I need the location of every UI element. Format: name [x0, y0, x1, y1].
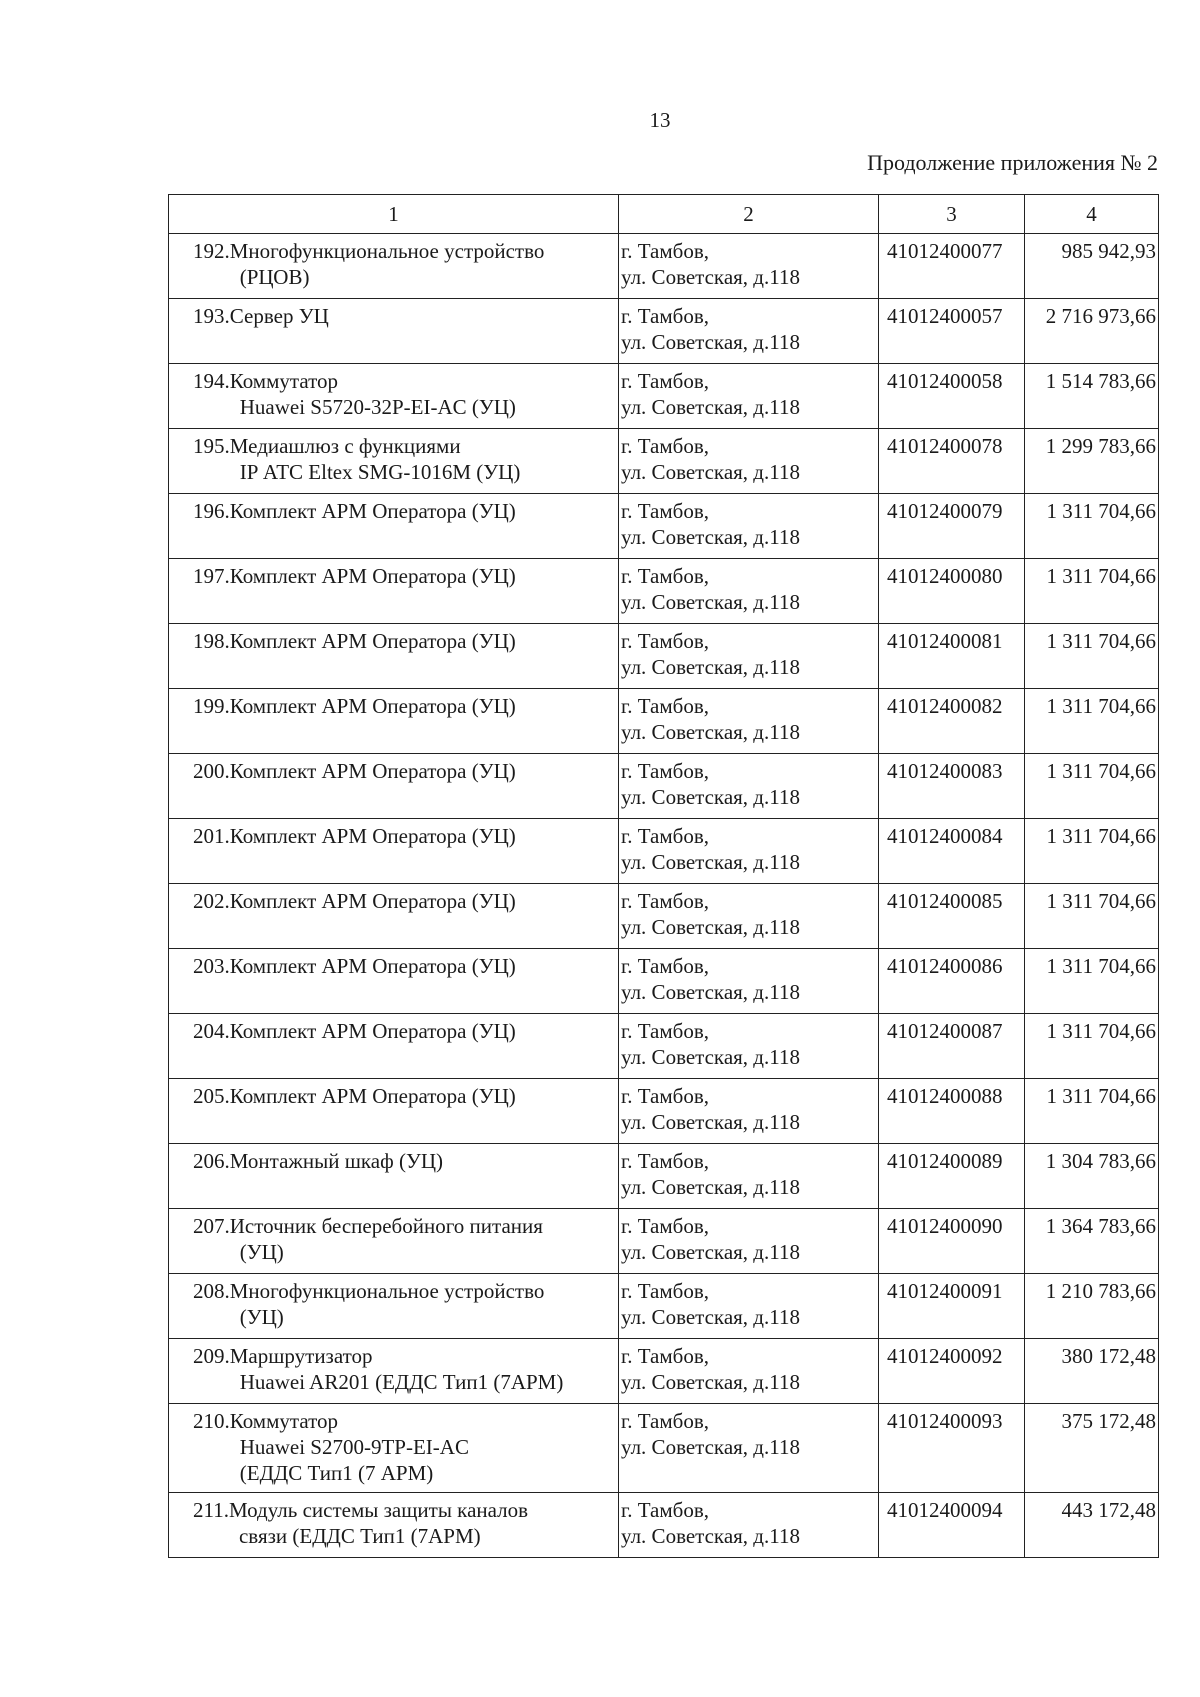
- inventory-number-cell: 41012400078: [879, 429, 1025, 494]
- item-name-cell: [169, 819, 619, 884]
- inventory-number-cell: 41012400086: [879, 949, 1025, 1014]
- inventory-number-cell: 41012400082: [879, 689, 1025, 754]
- column-header-3: 3: [879, 195, 1025, 234]
- amount-cell: 1 311 704,66: [1025, 689, 1159, 754]
- inventory-number-cell: 41012400081: [879, 624, 1025, 689]
- address-cell: [619, 1493, 879, 1558]
- inventory-number-cell: 41012400089: [879, 1144, 1025, 1209]
- amount-cell: 1 514 783,66: [1025, 364, 1159, 429]
- property-table: [168, 194, 1159, 1558]
- item-name-line: (РЦОВ): [239, 265, 310, 289]
- address-line: г. Тамбов,: [621, 369, 710, 393]
- address-line: г. Тамбов,: [621, 1344, 710, 1368]
- item-name-line: Медиашлюз с функциями: [229, 434, 461, 458]
- item-name-cell: [169, 884, 619, 949]
- address-line: г. Тамбов,: [621, 1214, 710, 1238]
- item-name-cell: [169, 1144, 619, 1209]
- address-line: ул. Советская, д.118: [621, 1175, 800, 1199]
- address-cell: [619, 624, 879, 689]
- address-line: г. Тамбов,: [621, 759, 710, 783]
- item-name-line: Комплект АРМ Оператора (УЦ): [229, 629, 516, 653]
- amount-cell: 1 299 783,66: [1025, 429, 1159, 494]
- item-name-cell: [169, 494, 619, 559]
- item-name-line: Huawei S5720-32P-EI-AC (УЦ): [239, 395, 516, 419]
- item-name-cell: [169, 949, 619, 1014]
- item-name-cell: [169, 1339, 619, 1404]
- inventory-number-cell: 41012400083: [879, 754, 1025, 819]
- address-line: ул. Советская, д.118: [621, 1435, 800, 1459]
- table-row: [169, 624, 1159, 689]
- address-line: г. Тамбов,: [621, 1084, 710, 1108]
- item-name-line: Комплект АРМ Оператора (УЦ): [229, 1084, 516, 1108]
- address-cell: [619, 1404, 879, 1493]
- row-number: 211.: [193, 1498, 229, 1522]
- address-line: г. Тамбов,: [621, 1409, 710, 1433]
- table-row: [169, 1144, 1159, 1209]
- address-line: г. Тамбов,: [621, 889, 710, 913]
- row-number: 202.: [193, 889, 230, 913]
- inventory-number-cell: 41012400084: [879, 819, 1025, 884]
- item-name-line: Комплект АРМ Оператора (УЦ): [229, 1019, 516, 1043]
- item-name-line: Huawei AR201 (ЕДДС Тип1 (7АРМ): [239, 1370, 564, 1394]
- address-line: ул. Советская, д.118: [621, 590, 800, 614]
- table-row: [169, 689, 1159, 754]
- address-line: г. Тамбов,: [621, 239, 710, 263]
- item-name-line: (УЦ): [239, 1240, 284, 1264]
- item-name-cell: [169, 1209, 619, 1274]
- column-header-1: 1: [169, 195, 619, 234]
- inventory-number-cell: 41012400079: [879, 494, 1025, 559]
- inventory-number-cell: 41012400094: [879, 1493, 1025, 1558]
- table-row: [169, 1493, 1159, 1558]
- item-name-cell: [169, 1493, 619, 1558]
- item-name-cell: [169, 1079, 619, 1144]
- amount-cell: 443 172,48: [1025, 1493, 1159, 1558]
- page-number: 13: [649, 108, 671, 132]
- address-line: ул. Советская, д.118: [621, 1110, 800, 1134]
- item-name-line: Комплект АРМ Оператора (УЦ): [229, 824, 516, 848]
- continuation-label: Продолжение приложения № 2: [867, 150, 1158, 175]
- address-line: ул. Советская, д.118: [621, 655, 800, 679]
- amount-cell: 1 311 704,66: [1025, 624, 1159, 689]
- amount-cell: 985 942,93: [1025, 234, 1159, 299]
- address-line: г. Тамбов,: [621, 564, 710, 588]
- table-row: [169, 1274, 1159, 1339]
- item-name-line: связи (ЕДДС Тип1 (7АРМ): [238, 1524, 481, 1548]
- table-row: [169, 299, 1159, 364]
- item-name-line: Коммутатор: [229, 1409, 339, 1433]
- address-line: ул. Советская, д.118: [621, 980, 800, 1004]
- item-name-cell: [169, 299, 619, 364]
- column-header-4: 4: [1025, 195, 1159, 234]
- address-line: г. Тамбов,: [621, 499, 710, 523]
- item-name-line: Многофункциональное устройство: [229, 239, 545, 263]
- address-cell: [619, 299, 879, 364]
- address-line: ул. Советская, д.118: [621, 1370, 800, 1394]
- table-row: [169, 1079, 1159, 1144]
- row-number: 196.: [193, 499, 230, 523]
- address-cell: [619, 1079, 879, 1144]
- inventory-number-cell: 41012400093: [879, 1404, 1025, 1493]
- address-cell: [619, 559, 879, 624]
- row-number: 200.: [193, 759, 230, 783]
- row-number: 206.: [193, 1149, 230, 1173]
- table-row: [169, 429, 1159, 494]
- row-number: 210.: [193, 1409, 230, 1433]
- table-row: [169, 234, 1159, 299]
- row-number: 198.: [193, 629, 230, 653]
- item-name-line: Комплект АРМ Оператора (УЦ): [229, 889, 516, 913]
- row-number: 204.: [193, 1019, 230, 1043]
- inventory-number-cell: 41012400057: [879, 299, 1025, 364]
- table-row: [169, 1014, 1159, 1079]
- address-line: г. Тамбов,: [621, 1498, 710, 1522]
- address-cell: [619, 689, 879, 754]
- inventory-number-cell: 41012400058: [879, 364, 1025, 429]
- amount-cell: 2 716 973,66: [1025, 299, 1159, 364]
- address-line: г. Тамбов,: [621, 694, 710, 718]
- inventory-number-cell: 41012400090: [879, 1209, 1025, 1274]
- address-cell: [619, 234, 879, 299]
- address-cell: [619, 819, 879, 884]
- inventory-number-cell: 41012400092: [879, 1339, 1025, 1404]
- amount-cell: 1 311 704,66: [1025, 494, 1159, 559]
- address-line: ул. Советская, д.118: [621, 1305, 800, 1329]
- amount-cell: 375 172,48: [1025, 1404, 1159, 1493]
- address-cell: [619, 1274, 879, 1339]
- amount-cell: 1 311 704,66: [1025, 884, 1159, 949]
- address-cell: [619, 494, 879, 559]
- address-line: ул. Советская, д.118: [621, 395, 800, 419]
- table-row: [169, 1404, 1159, 1493]
- row-number: 208.: [193, 1279, 230, 1303]
- item-name-line: (ЕДДС Тип1 (7 АРМ): [239, 1461, 434, 1485]
- address-cell: [619, 1014, 879, 1079]
- address-line: г. Тамбов,: [621, 1149, 710, 1173]
- item-name-cell: [169, 689, 619, 754]
- table-body: [169, 234, 1159, 1558]
- item-name-line: Комплект АРМ Оператора (УЦ): [229, 694, 516, 718]
- amount-cell: 1 311 704,66: [1025, 1079, 1159, 1144]
- address-line: ул. Советская, д.118: [621, 1524, 800, 1548]
- amount-cell: 1 311 704,66: [1025, 949, 1159, 1014]
- amount-cell: 1 210 783,66: [1025, 1274, 1159, 1339]
- address-line: г. Тамбов,: [621, 434, 710, 458]
- item-name-line: Комплект АРМ Оператора (УЦ): [229, 759, 516, 783]
- row-number: 209.: [193, 1344, 230, 1368]
- address-line: ул. Советская, д.118: [621, 850, 800, 874]
- table-row: [169, 1339, 1159, 1404]
- item-name-line: Модуль системы защиты каналов: [228, 1498, 529, 1522]
- table-row: [169, 819, 1159, 884]
- item-name-line: Источник бесперебойного питания: [229, 1214, 543, 1238]
- item-name-cell: [169, 234, 619, 299]
- row-number: 195.: [193, 434, 230, 458]
- table-row: [169, 494, 1159, 559]
- inventory-number-cell: 41012400080: [879, 559, 1025, 624]
- item-name-line: Huawei S2700-9TP-EI-AC: [239, 1435, 469, 1459]
- inventory-number-cell: 41012400087: [879, 1014, 1025, 1079]
- row-number: 203.: [193, 954, 230, 978]
- row-number: 201.: [193, 824, 230, 848]
- row-number: 199.: [193, 694, 230, 718]
- amount-cell: 1 311 704,66: [1025, 1014, 1159, 1079]
- amount-cell: 1 311 704,66: [1025, 819, 1159, 884]
- item-name-line: Комплект АРМ Оператора (УЦ): [229, 954, 516, 978]
- item-name-line: Монтажный шкаф (УЦ): [229, 1149, 443, 1173]
- address-line: ул. Советская, д.118: [621, 265, 800, 289]
- table-row: [169, 364, 1159, 429]
- item-name-cell: [169, 429, 619, 494]
- table-row: [169, 559, 1159, 624]
- row-number: 205.: [193, 1084, 230, 1108]
- address-cell: [619, 1339, 879, 1404]
- address-cell: [619, 364, 879, 429]
- inventory-number-cell: 41012400085: [879, 884, 1025, 949]
- item-name-cell: [169, 364, 619, 429]
- address-line: ул. Советская, д.118: [621, 785, 800, 809]
- address-cell: [619, 1209, 879, 1274]
- row-number: 193.: [193, 304, 230, 328]
- address-cell: [619, 949, 879, 1014]
- address-line: ул. Советская, д.118: [621, 1240, 800, 1264]
- item-name-line: Сервер УЦ: [229, 304, 329, 328]
- inventory-number-cell: 41012400077: [879, 234, 1025, 299]
- item-name-line: Маршрутизатор: [229, 1344, 373, 1368]
- item-name-cell: [169, 754, 619, 819]
- row-number: 197.: [193, 564, 230, 588]
- amount-cell: 1 311 704,66: [1025, 559, 1159, 624]
- address-line: ул. Советская, д.118: [621, 330, 800, 354]
- column-header-2: 2: [619, 195, 879, 234]
- table-row: [169, 754, 1159, 819]
- amount-cell: 1 311 704,66: [1025, 754, 1159, 819]
- item-name-line: IP АТС Eltex SMG-1016M (УЦ): [239, 460, 521, 484]
- item-name-line: (УЦ): [239, 1305, 284, 1329]
- row-number: 194.: [193, 369, 230, 393]
- address-cell: [619, 754, 879, 819]
- item-name-line: Комплект АРМ Оператора (УЦ): [229, 499, 516, 523]
- table-row: [169, 949, 1159, 1014]
- address-line: ул. Советская, д.118: [621, 525, 800, 549]
- amount-cell: 1 364 783,66: [1025, 1209, 1159, 1274]
- item-name-line: Комплект АРМ Оператора (УЦ): [229, 564, 516, 588]
- inventory-number-cell: 41012400091: [879, 1274, 1025, 1339]
- item-name-cell: [169, 559, 619, 624]
- item-name-line: Коммутатор: [229, 369, 339, 393]
- address-cell: [619, 884, 879, 949]
- item-name-line: Многофункциональное устройство: [229, 1279, 545, 1303]
- address-line: ул. Советская, д.118: [621, 720, 800, 744]
- table-row: [169, 1209, 1159, 1274]
- inventory-number-cell: 41012400088: [879, 1079, 1025, 1144]
- address-line: ул. Советская, д.118: [621, 915, 800, 939]
- address-line: г. Тамбов,: [621, 629, 710, 653]
- address-line: ул. Советская, д.118: [621, 1045, 800, 1069]
- address-cell: [619, 1144, 879, 1209]
- address-line: г. Тамбов,: [621, 1019, 710, 1043]
- item-name-cell: [169, 1274, 619, 1339]
- amount-cell: 1 304 783,66: [1025, 1144, 1159, 1209]
- address-cell: [619, 429, 879, 494]
- item-name-cell: [169, 624, 619, 689]
- address-line: г. Тамбов,: [621, 304, 710, 328]
- address-line: г. Тамбов,: [621, 954, 710, 978]
- address-line: г. Тамбов,: [621, 824, 710, 848]
- table-header-row: [169, 195, 1159, 234]
- item-name-cell: [169, 1014, 619, 1079]
- row-number: 207.: [193, 1214, 230, 1238]
- item-name-cell: [169, 1404, 619, 1493]
- row-number: 192.: [193, 239, 230, 263]
- address-line: ул. Советская, д.118: [621, 460, 800, 484]
- address-line: г. Тамбов,: [621, 1279, 710, 1303]
- table-row: [169, 884, 1159, 949]
- amount-cell: 380 172,48: [1025, 1339, 1159, 1404]
